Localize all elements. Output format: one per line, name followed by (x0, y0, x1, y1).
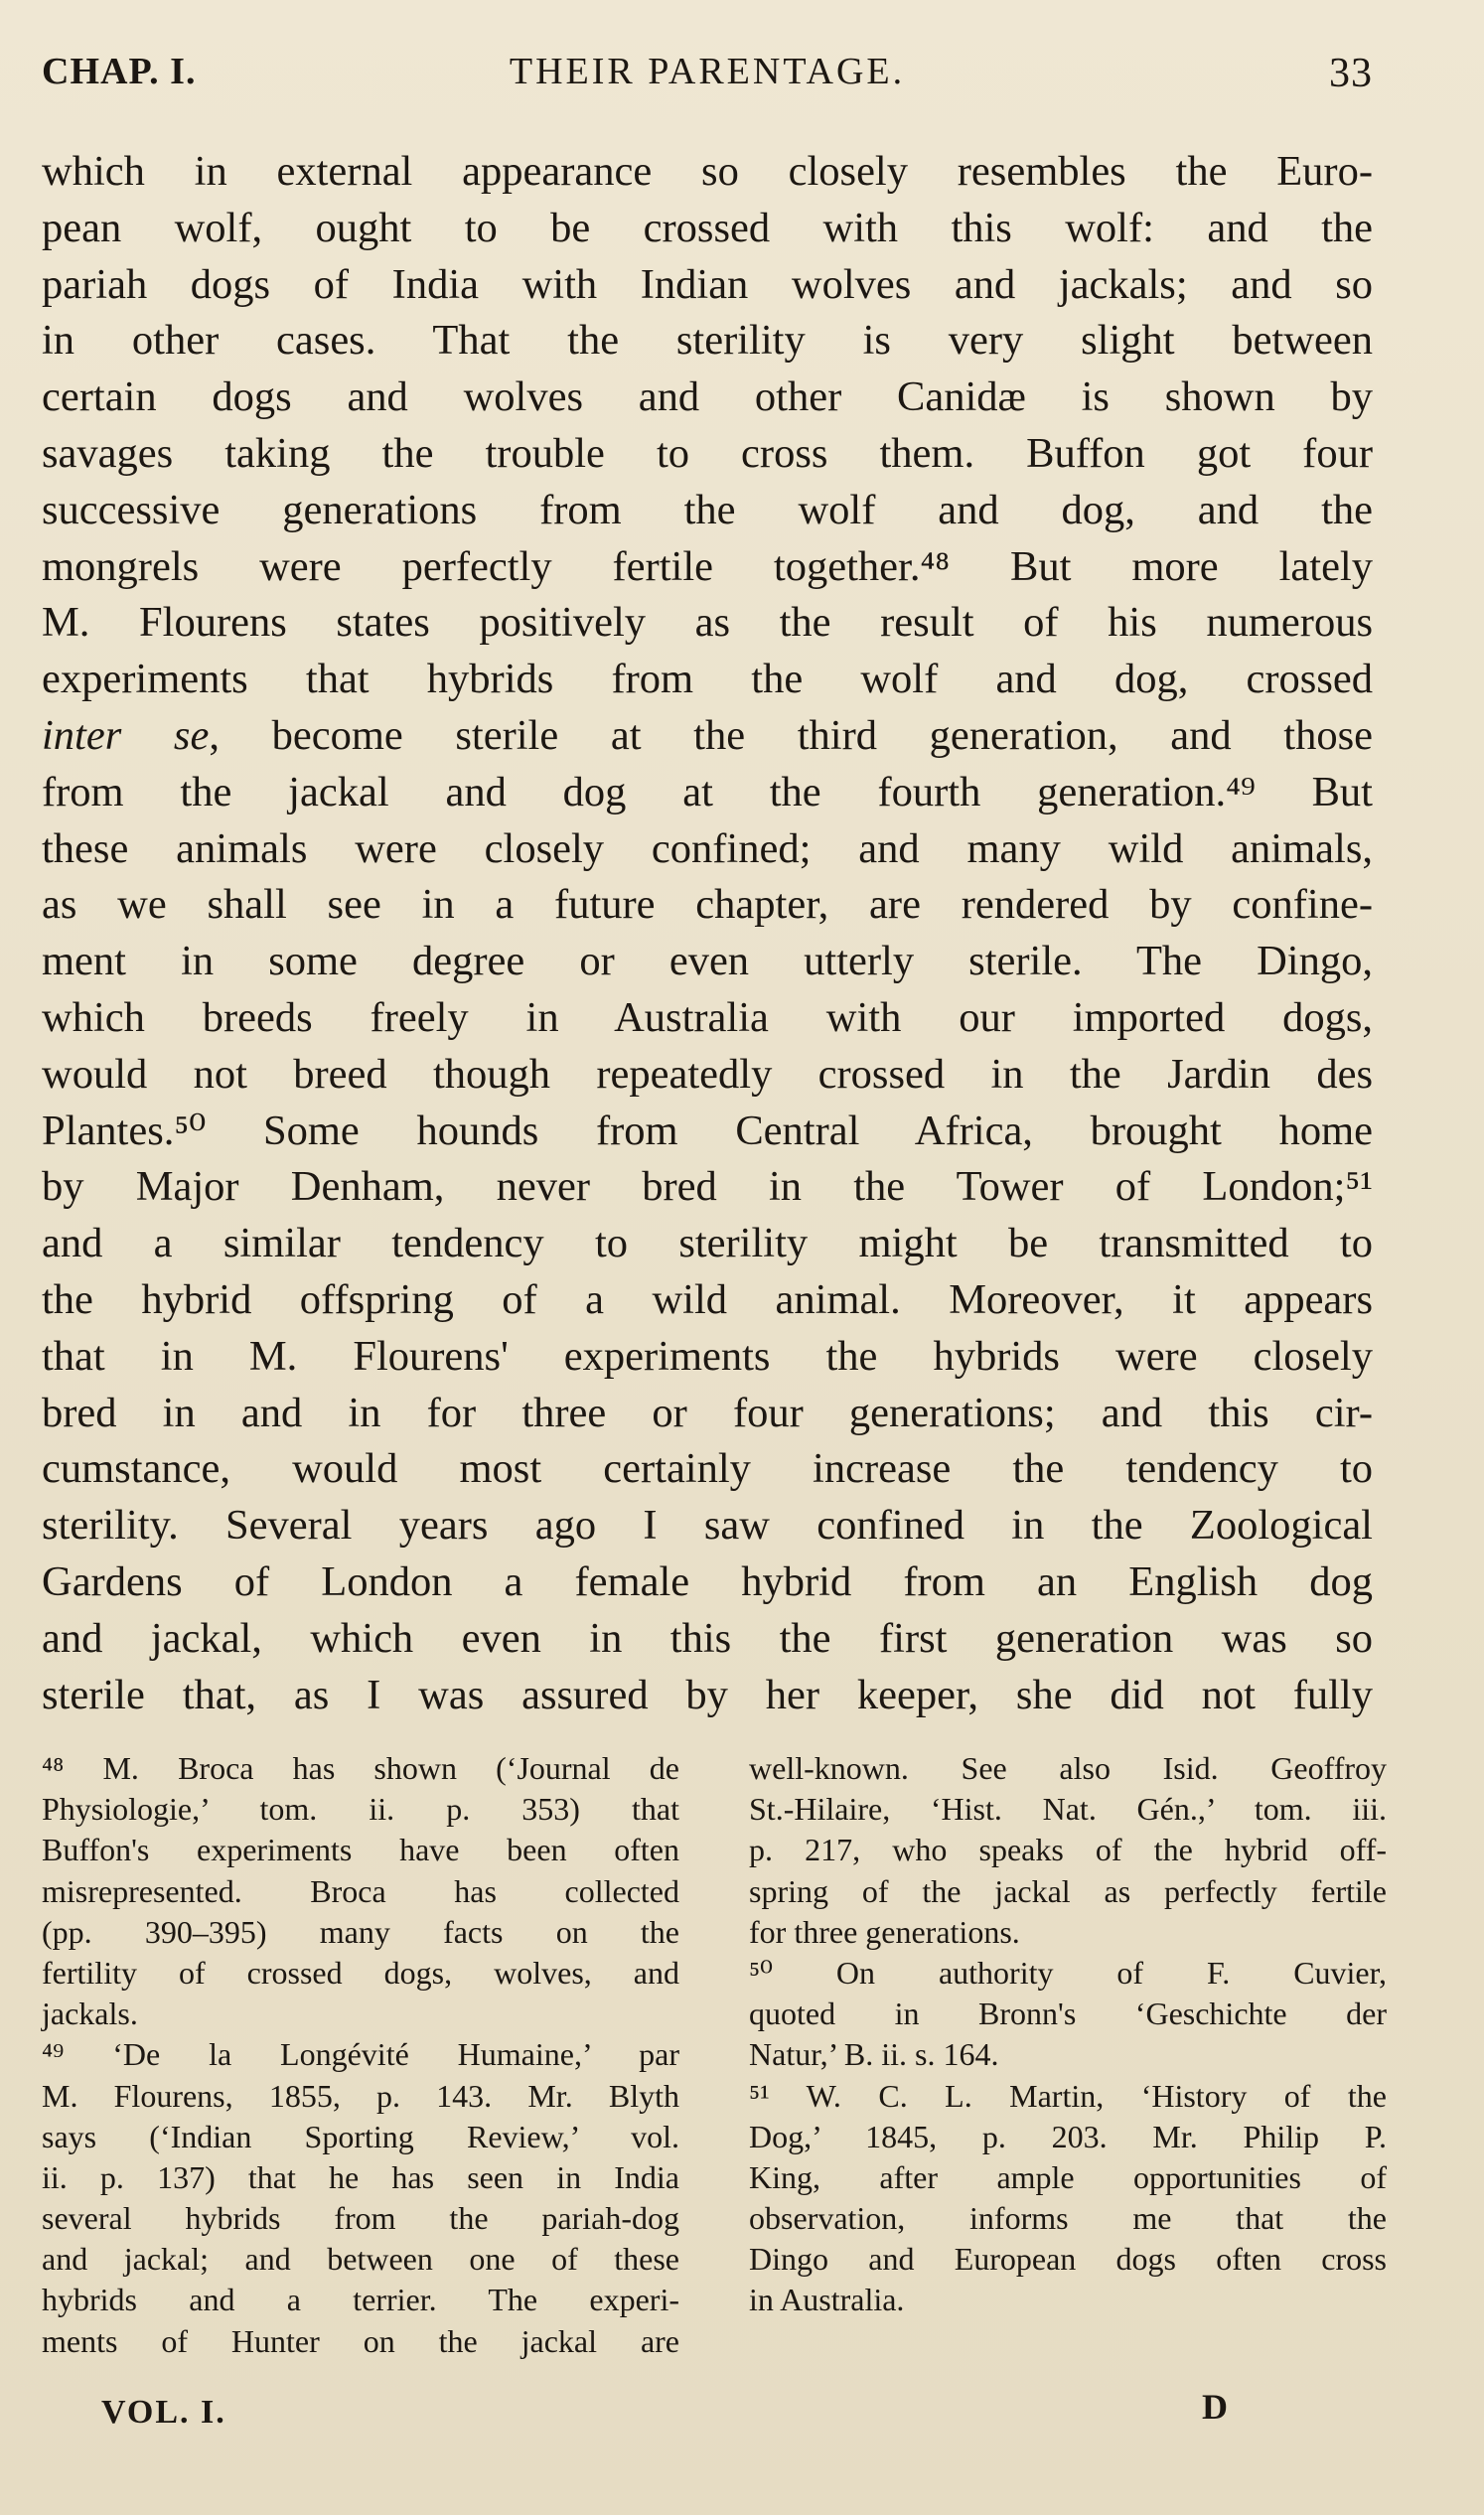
body-line: successive generations from the wolf and dog, and the (42, 486, 1373, 533)
footnote-line: ments of Hunter on the jackal are (42, 2322, 679, 2359)
body-line: by Major Denham, never bred in the Tower of London;⁵¹ (42, 1163, 1373, 1211)
footnote-line: ⁵⁰ On authority of F. Cuvier, (749, 1954, 1387, 1991)
body-line: in other cases. That the sterility is very slight between (42, 317, 1373, 365)
footnote-line: ii. p. 137) that he has seen in India (42, 2158, 679, 2195)
footnote-line: fertility of crossed dogs, wolves, and (42, 1954, 679, 1991)
body-line: Plantes.⁵⁰ Some hounds from Central Africa, brought home (42, 1107, 1373, 1154)
body-line: Gardens of London a female hybrid from an English dog (42, 1557, 1373, 1605)
body-line: would not breed though repeatedly crossed in the Jardin des (42, 1050, 1373, 1098)
footnotes-right-column (749, 1748, 1387, 2321)
running-head (42, 50, 1373, 109)
book-page (42, 40, 1387, 2483)
body-line: that in M. Flourens' experiments the hybrids were closely (42, 1332, 1373, 1380)
footnote-line: ⁴⁸ M. Broca has shown (‘Journal de (42, 1750, 679, 1786)
footnotes (42, 1748, 1387, 2404)
signature-mark: D (1202, 2387, 1228, 2427)
footnote-line: in Australia. (749, 2282, 905, 2318)
footnote-line: p. 217, who speaks of the hybrid off- (749, 1832, 1387, 1868)
footnote-line: and jackal; and between one of these (42, 2241, 679, 2278)
footnote-line: Physiologie,’ tom. ii. p. 353) that (42, 1791, 679, 1828)
volume-label: VOL. I. (101, 2394, 226, 2431)
footnote-line: St.-Hilaire, ‘Hist. Nat. Gén.,’ tom. iii. (749, 1791, 1387, 1828)
chapter-label: CHAP. I. (42, 51, 197, 92)
body-line: pean wolf, ought to be crossed with this wolf: and the (42, 204, 1373, 251)
footnotes-left-column (42, 1748, 679, 2362)
footnote-line: Natur,’ B. ii. s. 164. (749, 2036, 999, 2073)
body-line: savages taking the trouble to cross them. Buffon got four (42, 429, 1373, 477)
body-line: which in external appearance so closely resembles the Euro- (42, 148, 1373, 195)
footnote-line: observation, informs me that the (749, 2200, 1387, 2237)
latin-phrase: inter se (42, 711, 210, 759)
running-title: THEIR PARENTAGE. (509, 51, 906, 92)
footnote-line: says (‘Indian Sporting Review,’ vol. (42, 2118, 679, 2154)
footnote-line: ⁵¹ W. C. L. Martin, ‘History of the (749, 2077, 1387, 2114)
footnote-line: Dingo and European dogs often cross (749, 2241, 1387, 2278)
body-line: these animals were closely confined; and many wild animals, (42, 824, 1373, 872)
footnote-line: (pp. 390–395) many facts on the (42, 1913, 679, 1950)
body-line: the hybrid offspring of a wild animal. Moreover, it appears (42, 1275, 1373, 1323)
footnote-line: well-known. See also Isid. Geoffroy (749, 1750, 1387, 1786)
body-line: mongrels were perfectly fertile together.⁴⁸ But more lately (42, 542, 1373, 590)
body-line: experiments that hybrids from the wolf and dog, crossed (42, 656, 1373, 703)
footnote-line: for three generations. (749, 1913, 1020, 1950)
body-line: sterility. Several years ago I saw confined in the Zoological (42, 1502, 1373, 1550)
footnote-line: hybrids and a terrier. The experi- (42, 2282, 679, 2318)
footnote-line: M. Flourens, 1855, p. 143. Mr. Blyth (42, 2077, 679, 2114)
body-line: bred in and in for three or four generations; and this cir- (42, 1389, 1373, 1436)
page-number: 33 (1329, 51, 1373, 96)
footnote-line: misrepresented. Broca has collected (42, 1872, 679, 1909)
body-line: and a similar tendency to sterility might be transmitted to (42, 1220, 1373, 1267)
body-line: ment in some degree or even utterly sterile. The Dingo, (42, 938, 1373, 985)
body-text (42, 144, 1373, 1723)
footnote-line: ⁴⁹ ‘De la Longévité Humaine,’ par (42, 2036, 679, 2073)
footnote-line: several hybrids from the pariah-dog (42, 2200, 679, 2237)
body-line: from the jackal and dog at the fourth generation.⁴⁹ But (42, 768, 1373, 815)
footnote-line: Dog,’ 1845, p. 203. Mr. Philip P. (749, 2118, 1387, 2154)
footnote-line: jackals. (42, 1996, 138, 2032)
body-line: cumstance, would most certainly increase the tendency to (42, 1445, 1373, 1493)
body-line: inter se, become sterile at the third generation, and those (42, 711, 1374, 759)
footnote-line: spring of the jackal as perfectly fertile (749, 1872, 1387, 1909)
body-line: and jackal, which even in this the first generation was so (42, 1614, 1373, 1662)
footnote-line: King, after ample opportunities of (749, 2158, 1387, 2195)
footnote-line: quoted in Bronn's ‘Geschichte der (749, 1996, 1387, 2032)
body-line: pariah dogs of India with Indian wolves and jackals; and so (42, 260, 1373, 308)
body-line: certain dogs and wolves and other Canidæ is shown by (42, 373, 1373, 421)
body-line: sterile that, as I was assured by her keeper, she did not fully (42, 1671, 1373, 1718)
page-footer (42, 2387, 1373, 2443)
body-line: M. Flourens states positively as the result of his numerous (42, 599, 1373, 647)
body-line: which breeds freely in Australia with our imported dogs, (42, 993, 1373, 1041)
footnote-line: Buffon's experiments have been often (42, 1832, 679, 1868)
body-line: as we shall see in a future chapter, are rendered by confine- (42, 881, 1373, 929)
